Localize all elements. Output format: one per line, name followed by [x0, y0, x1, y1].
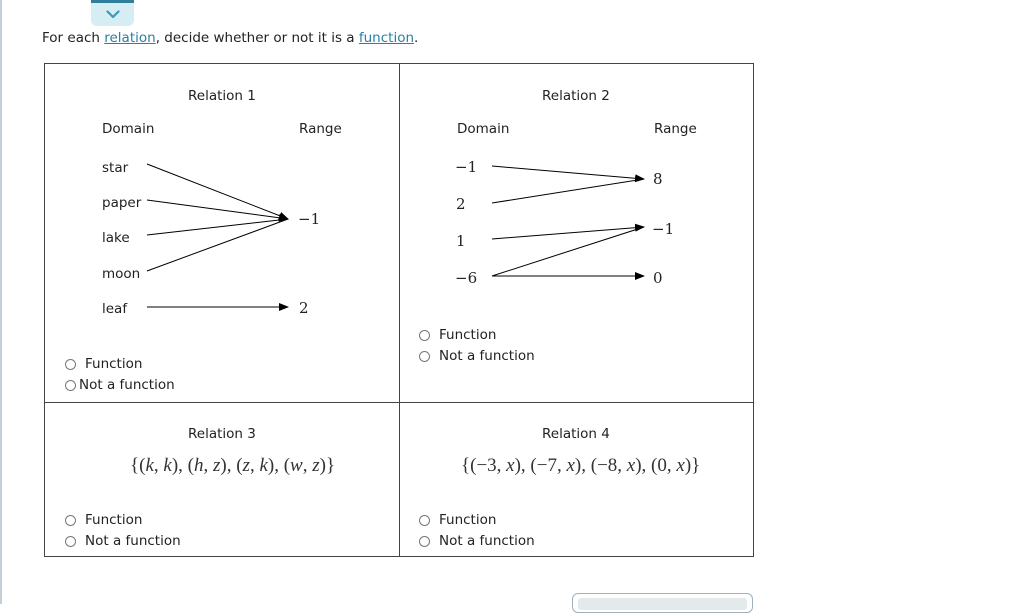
range-label: Range — [654, 121, 697, 137]
collapse-toggle-button[interactable] — [91, 0, 134, 26]
option-label: Not a function — [79, 377, 175, 393]
function-option[interactable] — [419, 327, 496, 343]
domain-item: star — [102, 160, 129, 176]
range-label: Range — [299, 121, 342, 137]
domain-item: −1 — [455, 158, 478, 176]
relation-2-cell — [400, 64, 754, 402]
relation-1-cell — [45, 64, 399, 402]
relation-1-title: Relation 1 — [188, 88, 256, 104]
relation-4-set: {(−3, x), (−7, x), (−8, x), (0, x)} — [461, 455, 701, 476]
not-a-function-radio[interactable] — [419, 536, 430, 547]
domain-item: paper — [102, 195, 142, 211]
relation-2-title: Relation 2 — [542, 88, 610, 104]
relations-grid — [44, 63, 754, 557]
question-prompt — [42, 30, 418, 46]
relation-1-mapping-arrows — [45, 64, 399, 402]
range-item: −1 — [652, 220, 675, 238]
domain-item: −6 — [455, 269, 478, 287]
not-a-function-option[interactable] — [65, 377, 175, 393]
function-radio[interactable] — [65, 515, 76, 526]
range-item: 2 — [299, 299, 309, 317]
relation-link[interactable]: relation — [104, 30, 156, 46]
prompt-text: . — [414, 30, 419, 46]
function-radio[interactable] — [419, 330, 430, 341]
range-item: −1 — [298, 210, 321, 228]
function-option[interactable] — [65, 512, 142, 528]
not-a-function-radio[interactable] — [419, 351, 430, 362]
relation-4-title: Relation 4 — [542, 426, 610, 442]
not-a-function-option[interactable] — [419, 533, 535, 549]
option-label: Function — [85, 512, 143, 528]
option-label: Not a function — [439, 348, 535, 364]
not-a-function-radio[interactable] — [65, 380, 76, 391]
function-radio[interactable] — [419, 515, 430, 526]
domain-label: Domain — [457, 121, 510, 137]
relation-3-cell — [45, 403, 399, 557]
not-a-function-radio[interactable] — [65, 536, 76, 547]
option-label: Function — [439, 327, 497, 343]
prompt-text: , decide whether or not it is a — [155, 30, 359, 46]
domain-item: moon — [102, 266, 141, 282]
relation-4-cell — [400, 403, 754, 557]
range-item: 0 — [653, 269, 663, 287]
function-option[interactable] — [419, 512, 496, 528]
domain-label: Domain — [102, 121, 155, 137]
relation-3-set: {(k, k), (h, z), (z, k), (w, z)} — [130, 455, 336, 476]
option-label: Function — [85, 356, 143, 372]
option-label: Not a function — [85, 533, 181, 549]
bottom-action-button[interactable] — [572, 593, 753, 613]
button-fill — [578, 598, 747, 610]
not-a-function-option[interactable] — [419, 348, 535, 364]
prompt-text: For each — [42, 30, 105, 46]
function-link[interactable]: function — [358, 30, 415, 46]
left-panel-edge — [0, 0, 2, 604]
option-label: Not a function — [439, 533, 535, 549]
domain-item: 2 — [456, 195, 466, 213]
domain-item: leaf — [102, 301, 128, 317]
domain-item: lake — [102, 230, 130, 246]
chevron-down-icon — [106, 10, 120, 19]
function-radio[interactable] — [65, 359, 76, 370]
range-item: 8 — [653, 170, 663, 188]
relation-3-title: Relation 3 — [188, 426, 256, 442]
function-option[interactable] — [65, 356, 142, 372]
domain-item: 1 — [456, 232, 466, 250]
not-a-function-option[interactable] — [65, 533, 181, 549]
option-label: Function — [439, 512, 497, 528]
